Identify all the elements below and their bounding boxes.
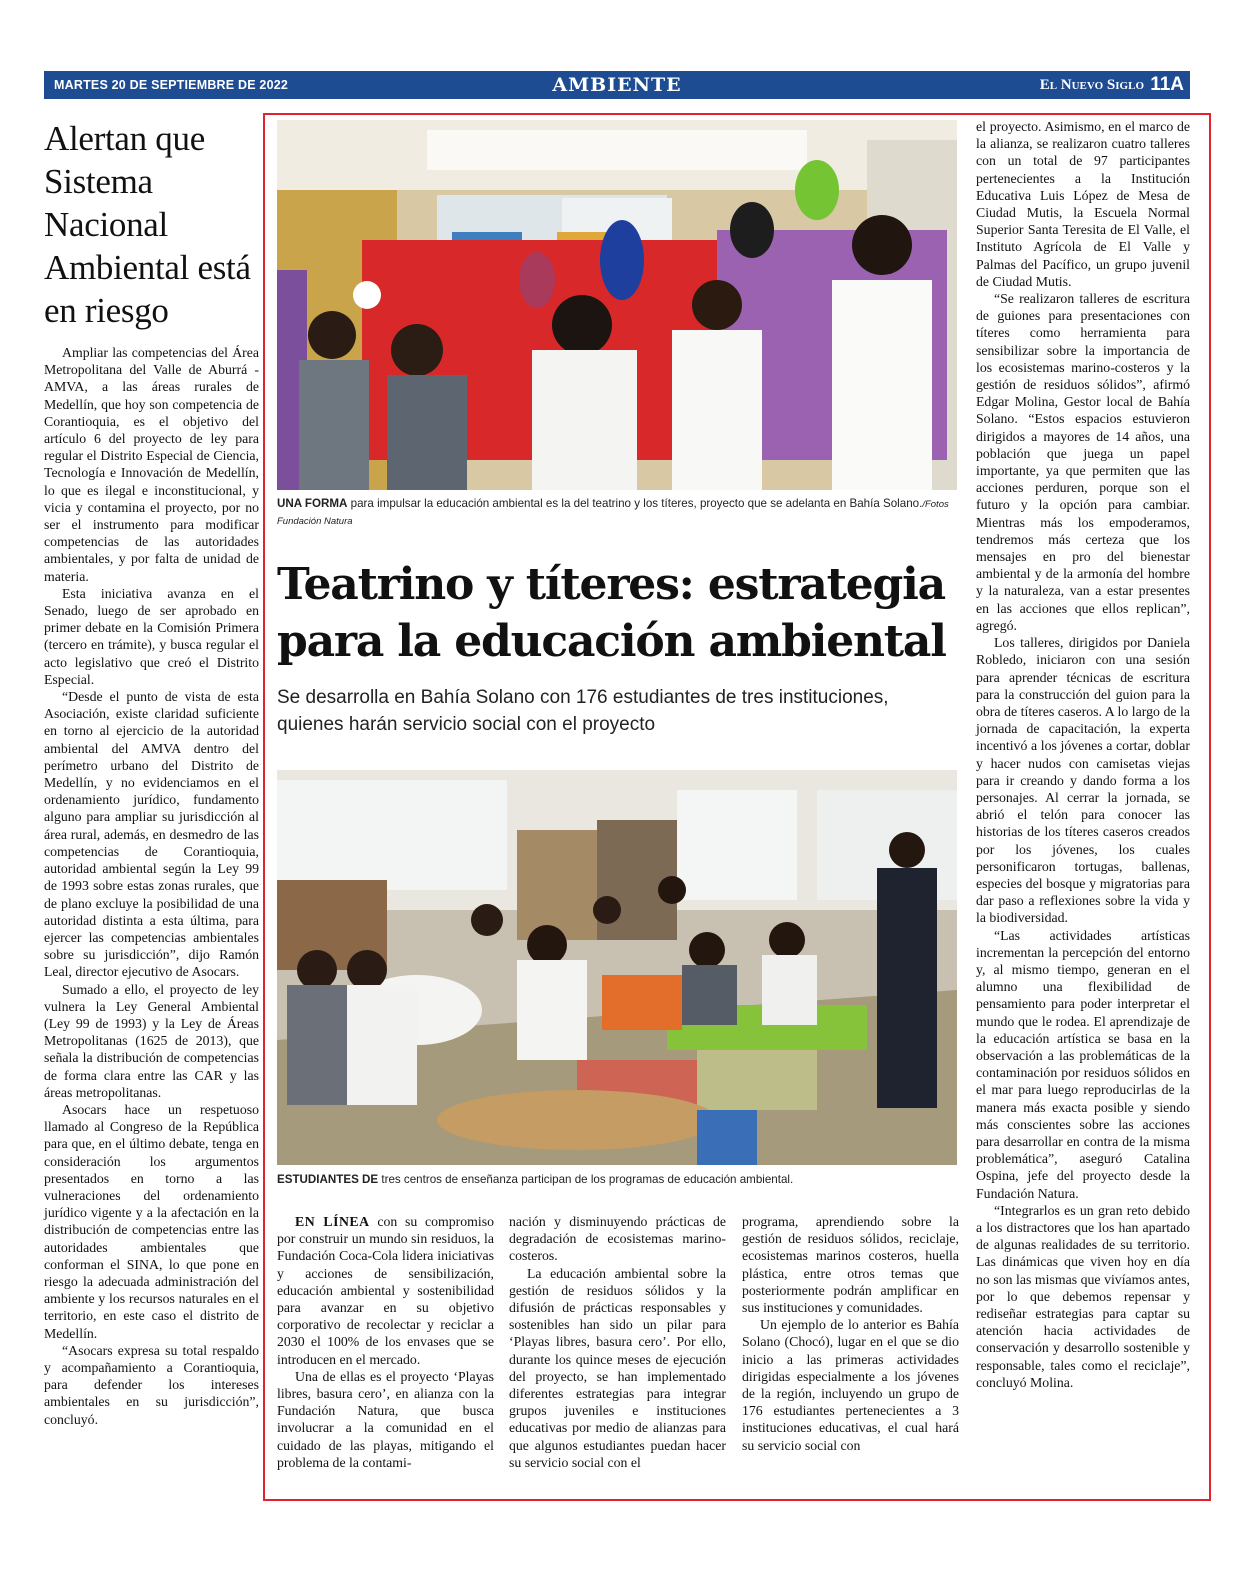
article-column-right (976, 118, 1190, 1391)
paragraph: Ampliar las competencias del Área Metropolitana del Valle de Aburrá -AMVA, a las áreas rurales de Medellín, que hoy son competencia de Corantioquia, es el objetivo del artículo 6 del proyecto de ley para regular el Distrito Especial de Ciencia, Tecnología e Innovación de Medellín, lo que es ilegal e inconstitucional, y vicia y contamina el proyecto, por no ser el instrumento para modificar competencias de las autoridades ambientales, y por falta de unidad de materia. (44, 345, 259, 584)
paragraph: “Asocars expresa su total respaldo y acompañamiento a Corantioquia, para defender los intereses ambientales en su jurisdicción”, concluyó. (44, 1342, 259, 1427)
article-column-3 (742, 1213, 959, 1454)
left-article (44, 117, 259, 1428)
caption-text: para impulsar la educación ambiental es la del teatrino y los títeres, proyecto que se adelanta en Bahía Solano. (350, 497, 923, 510)
left-article-body (44, 344, 259, 1428)
issue-date: MARTES 20 DE SEPTIEMBRE DE 2022 (54, 78, 289, 92)
main-subheadline: Se desarrolla en Bahía Solano con 176 estudiantes de tres instituciones, quienes harán servicio social con el proyecto (277, 687, 889, 735)
main-headline: Teatrino y títeres: estrategia para la educación ambiental (277, 559, 946, 667)
paragraph: Esta iniciativa avanza en el Senado, luego de ser aprobado en primer debate en la Comisión Primera (tercero en trámite), y busca regular el acto legislativo que creó el Distrito Especial. (44, 585, 259, 687)
caption-lead: UNA FORMA (277, 497, 348, 510)
paragraph: Un ejemplo de lo anterior es Bahía Solano (Chocó), lugar en el que se dio inicio a las primeras actividades dirigidas especialmente a los jóvenes de la región, incluyendo un grupo de 176 estudiantes pertenecientes a 3 instituciones educativas, el cual hará su servicio social con (742, 1317, 959, 1453)
paragraph-text: con su compromiso por construir un mundo sin residuos, la Fundación Coca-Cola lidera iniciativas y acciones de sensibilización, educación ambiental y sostenibilidad para avanzar en su objetivo corporativo de recolectar y reciclar a 2030 el 100% de los envases que se introducen en el mercado. (277, 1214, 494, 1367)
caption-lead: ESTUDIANTES DE (277, 1173, 379, 1186)
newspaper-name: El Nuevo Siglo (1039, 77, 1144, 93)
photo-classroom (277, 770, 957, 1165)
caption-text: tres centros de enseñanza participan de los programas de educación ambiental. (381, 1173, 794, 1186)
paragraph: Los talleres, dirigidos por Daniela Robledo, iniciaron con una sesión para aprender técnicas de escritura para la construcción del guion para la obra de títeres caseros. A lo largo de la jornada de capacitación, la experta incentivó a los jóvenes a cortar, doblar y hacer nudos con camisetas viejas para ir creando y dando forma a los personajes. Al cerrar la jornada, se abrió el telón para conocer las historias de los títeres caseros creados por los jóvenes, los cuales personificaron tortugas, ballenas, especies del bosque y migratorias para dar paso a reflexiones sobre la vida y la biodiversidad. (976, 635, 1190, 926)
paragraph: Sumado a ello, el proyecto de ley vulnera la Ley General Ambiental (Ley 99 de 1993) y la Ley de Áreas Metropolitanas (1625 de 2013), que señala la distribución de competencias de forma clara entre las CAR y las áreas metropolitanas. (44, 981, 259, 1100)
paragraph (277, 1213, 494, 1368)
paragraph: “Integrarlos es un gran reto debido a los distractores que los han apartado de algunas realidades de su territorio. Las dinámicas que viven hoy en día no son las mismas que vivíamos antes, por lo que debemos repensar y rediseñar estrategias para captar su atención hacia actividades de conservación y desarrollo sostenible y responsable, tales como el reciclaje”, concluyó Molina. (976, 1202, 1190, 1390)
photo-credit: /Fotos Fundación Natura (277, 499, 949, 527)
paragraph: nación y disminuyendo prácticas de degradación de ecosistemas marino-costeros. (509, 1214, 726, 1264)
article-column-2 (509, 1213, 726, 1471)
paragraph: Una de ellas es el proyecto ‘Playas libres, basura cero’, en alianza con la Fundación Natura, que busca involucrar a la comunidad en el cuidado de las playas, mitigando el problema de la contami- (277, 1368, 494, 1470)
page-number: 11A (1150, 74, 1184, 95)
section-title: AMBIENTE (552, 74, 682, 96)
photo-puppet-theatre (277, 120, 957, 490)
paragraph: programa, aprendiendo sobre la gestión de residuos sólidos, reciclaje, ecosistemas marinos costeros, huella plástica, entre otros temas que posteriormente podrán amplificar en sus instituciones y comunidades. (742, 1214, 959, 1316)
photo1-caption (277, 496, 957, 530)
paragraph: La educación ambiental sobre la gestión de residuos sólidos y la difusión de prácticas responsables y sostenibles han sido un pilar para ‘Playas libres, basura cero’. Por ello, durante los quince meses de ejecución del proyecto, se han implementado diferentes estrategias para integrar grupos juveniles e instituciones educativas por medio de alianzas para que algunos estudiantes puedan hacer su servicio social con el (509, 1265, 726, 1470)
photo2-caption (277, 1172, 957, 1188)
paragraph: “Se realizaron talleres de escritura de guiones para presentaciones con títeres como herramienta para sensibilizar sobre la importancia de los ecosistemas marino-costeros y la gestión de residuos sólidos”, afirmó Edgar Molina, Gestor local de Bahía Solano. “Estos espacios estuvieron dirigidos a mayores de 14 años, una población que juega un papel importante, ya que permiten que las acciones perduren, porque son el futuro y la opción para cambiar. Mientras más los empoderamos, tendremos más certeza que los mensajes en pro del bienestar ambiental y de la armonía del hombre y la naturaleza, van a estar presentes en las acciones que ellos replican”, agregó. (976, 291, 1190, 633)
lead-in: EN LÍNEA (295, 1214, 370, 1229)
article-column-1 (277, 1213, 494, 1471)
paragraph: Asocars hace un respetuoso llamado al Congreso de la República para que, en el último debate, tenga en consideración los argumentos presentados en torno a las vulneraciones del ordenamiento jurídico vigente y a la afectación en la distribución de competencias entre las autoridades ambientales que conforman el SINA, lo que pone en riesgo la adecuada administración del ambiente y los recursos naturales en el territorio, en este caso el distrito de Medellín. (44, 1101, 259, 1341)
paragraph: el proyecto. Asimismo, en el marco de la alianza, se realizaron cuatro talleres con un total de 97 participantes pertenecientes a la Institución Educativa Luis López de Mesa de Ciudad Mutis, la Escuela Normal Superior Santa Teresita de El Valle, el Instituto Agrícola de El Valle y Palmas del Pacífico, un grupo juvenil de Ciudad Mutis. (976, 119, 1190, 289)
left-article-headline: Alertan que Sistema Nacional Ambiental está en riesgo (44, 119, 251, 330)
page-header-bar (44, 71, 1190, 99)
paragraph: “Desde el punto de vista de esta Asociación, existe claridad suficiente en torno al ejercicio de la autoridad ambiental del AMVA dentro del perímetro urbano del Distrito de Medellín, y no evidenciamos en el ordenamiento jurídico, fundamento alguno para ampliar su jurisdicción al área rural, además, en desmedro de las competencias de Corantioquia, autoridad ambiental según la Ley 99 de 1993 sobre estas zonas rurales, que de plano excluye la posibilidad de una autoridad distinta a esta última, para ejercer las competencias ambientales sobre su jurisdicción”, dijo Ramón Leal, director ejecutivo de Asocars. (44, 689, 259, 980)
paragraph: “Las actividades artísticas incrementan la percepción del entorno y, al mismo tiempo, generan en el alumno una flexibilidad de pensamiento para poder interpretar el mundo que le rodea. El aprendizaje de la educación artística se basa en la observación a las problemáticas de la contaminación por residuos sólidos en el mar para luego reproducirlas de la manera más exacta posible y siendo más conscientes sobre las acciones para desarrollar en contra de la misma problemática”, aseguró Catalina Ospina, jefe del proyecto desde la Fundación Natura. (976, 927, 1190, 1201)
